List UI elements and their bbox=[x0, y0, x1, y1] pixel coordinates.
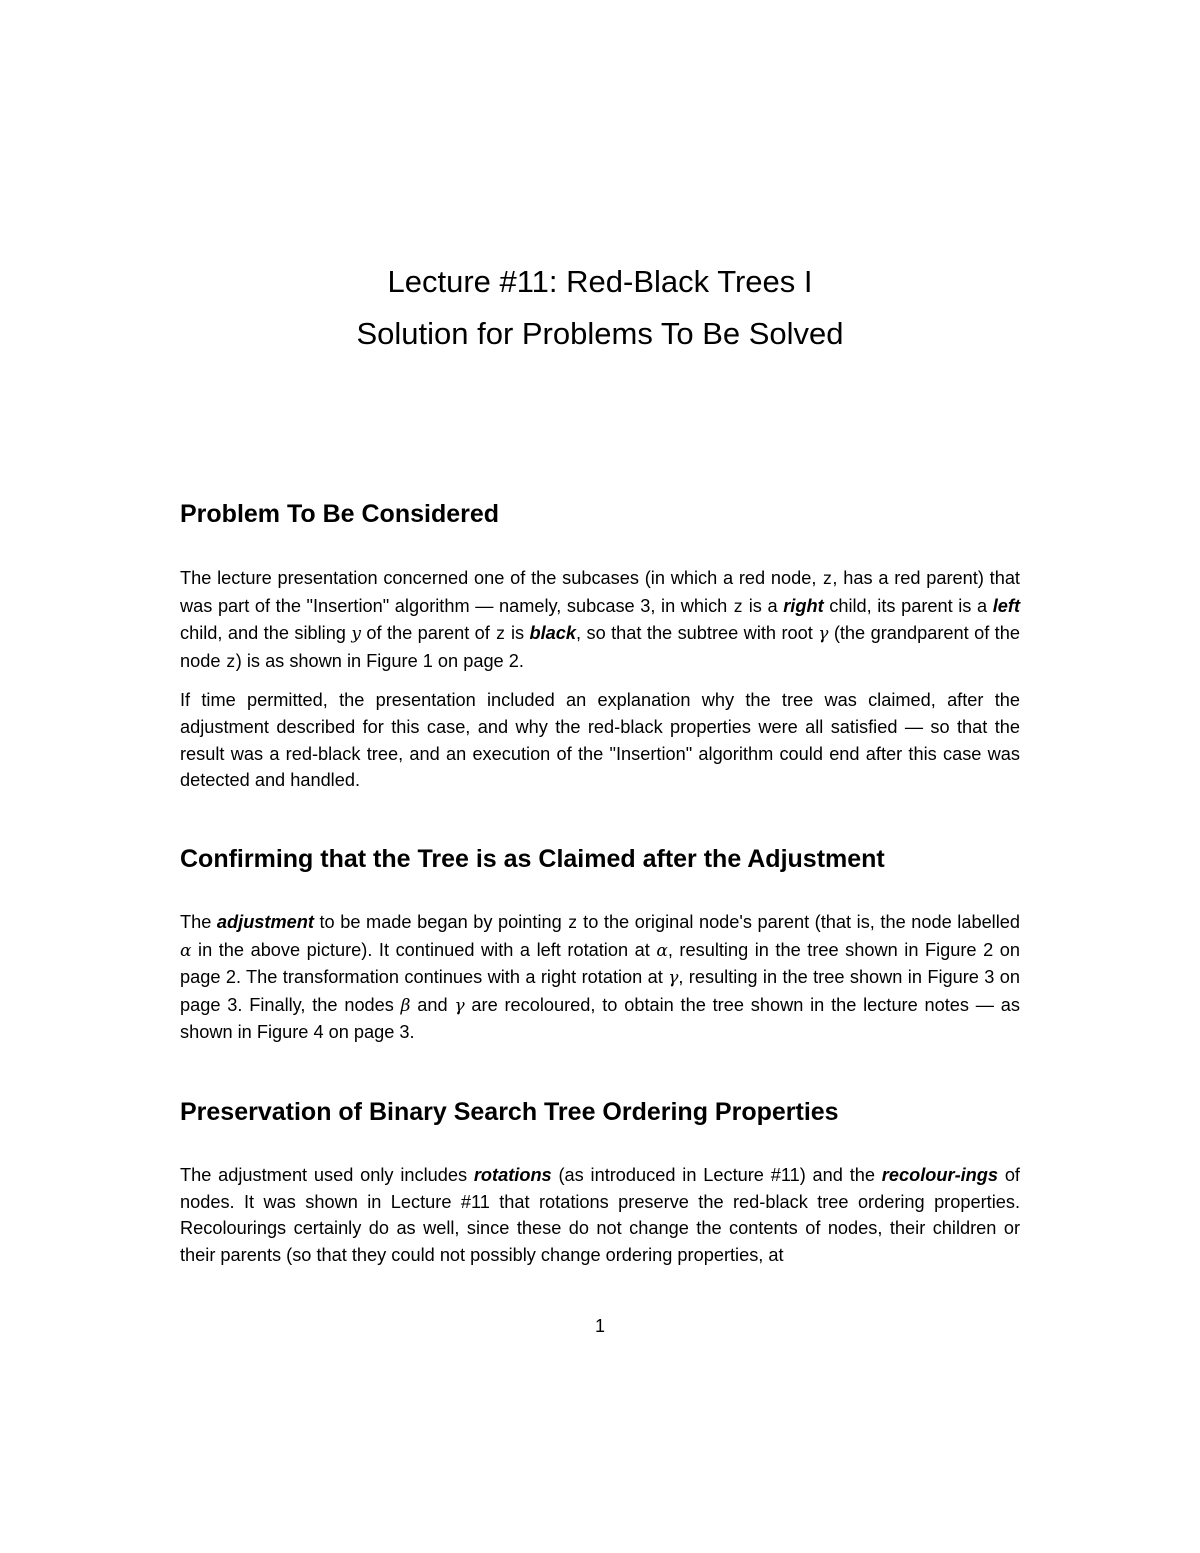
section-problem bbox=[180, 497, 1020, 794]
section-heading: Preservation of Binary Search Tree Ordering Properties bbox=[180, 1098, 839, 1126]
section-heading: Problem To Be Considered bbox=[180, 500, 500, 528]
section-heading: Confirming that the Tree is as Claimed after the Adjustment bbox=[180, 845, 885, 873]
section-preservation bbox=[180, 1095, 1020, 1268]
emphasis-left: left bbox=[992, 595, 1020, 616]
title-block bbox=[0, 262, 1200, 366]
emphasis-black: black bbox=[529, 623, 577, 644]
section-confirming bbox=[180, 842, 1020, 1046]
paragraph: The adjustment used only includes rotations (as introduced in Lecture #11) and the recolour-ings of nodes. It was shown in Lecture #11 that rotations preserve the red-black tree ordering properties. Recolourings certainly do as well, since these do not change the contents of nodes, their children or their parents (so that they could not possibly change ordering properties, at bbox=[180, 1165, 1020, 1265]
title-line-1: Lecture #11: Red-Black Trees I bbox=[387, 264, 813, 299]
page-number: 1 bbox=[594, 1316, 605, 1336]
title-line-2: Solution for Problems To Be Solved bbox=[356, 316, 844, 351]
paragraph: The adjustment to be made began by pointing z to the original node's parent (that is, the node labelled α in the above picture). It continued with a left rotation at α, resulting in the tree shown in Figure 2 on page 2. The transformation continues with a right rotation at γ, resulting in the tree shown in Figure 3 on page 3. Finally, the nodes β and γ are recoloured, to obtain the tree shown in the lecture notes — as shown in Figure 4 on page 3. bbox=[180, 912, 1020, 1043]
emphasis-recolourings: recolour-ings bbox=[881, 1165, 999, 1185]
paragraph: The lecture presentation concerned one of the subcases (in which a red node, z, has a red parent) that was part of the "Insertion" algorithm — namely, subcase 3, in which z is a right child, its parent is a left child, and the sibling y of the parent of z is black, so that the subtree with root γ (the grandparent of the node z) is as shown in Figure 1 on page 2. bbox=[180, 568, 1020, 672]
paragraph: If time permitted, the presentation included an explanation why the tree was claimed, after the adjustment described for this case, and why the red-black properties were all satisfied — so that the result was a red-black tree, and an execution of the "Insertion" algorithm could end after this case was detected and handled. bbox=[180, 690, 1020, 791]
emphasis-right: right bbox=[783, 595, 824, 616]
emphasis-adjustment: adjustment bbox=[216, 912, 314, 932]
emphasis-rotations: rotations bbox=[473, 1165, 552, 1185]
